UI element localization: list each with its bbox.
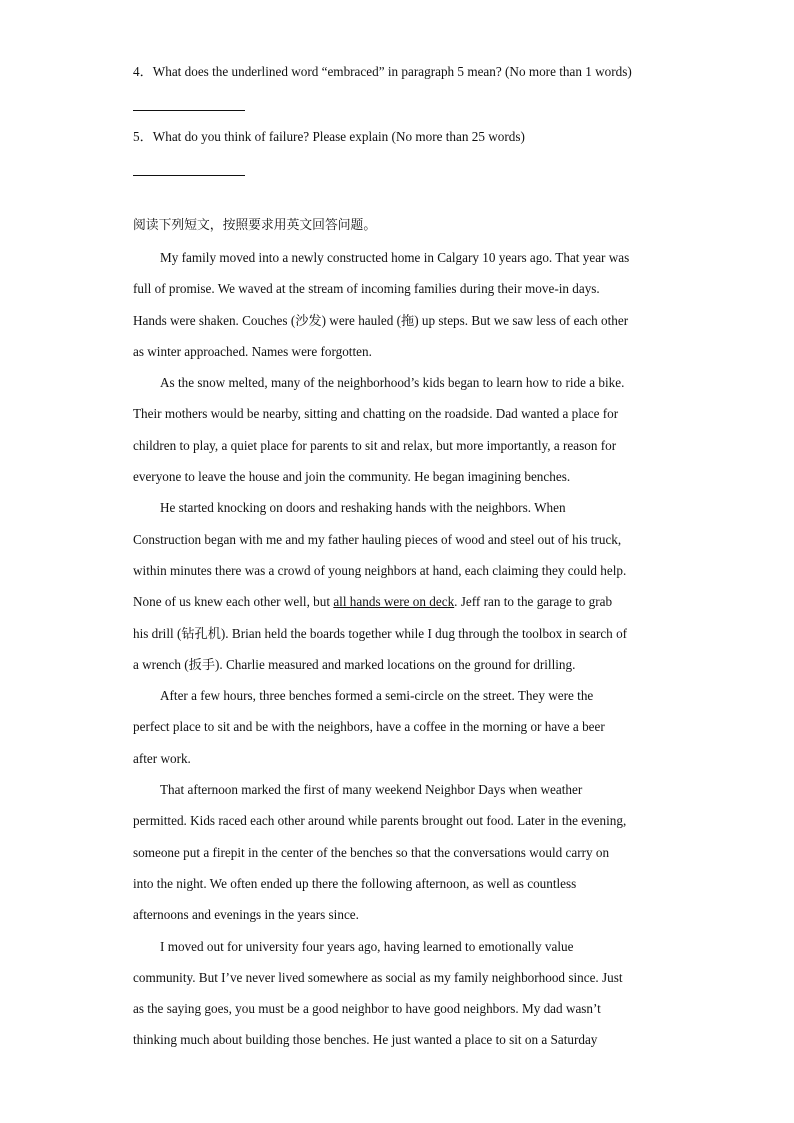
passage-line: his drill (钻孔机). Brian held the boards together while I dug through the toolbox in search of <box>133 625 628 641</box>
passage-line <box>133 586 663 617</box>
passage-line: As the snow melted, many of the neighborhood’s kids began to learn how to ride a bike. <box>160 375 625 391</box>
question-number: 5． <box>133 129 153 144</box>
underlined-phrase: all hands were on deck <box>333 594 455 610</box>
question-number: 4． <box>133 64 153 79</box>
passage-line: I moved out for university four years ago, having learned to emotionally value <box>160 938 574 954</box>
line-text: . Jeff ran to the garage to grab <box>454 594 613 610</box>
passage-line: into the night. We often ended up there the following afternoon, as well as countless <box>133 875 577 891</box>
answer-blank-5 <box>133 175 245 176</box>
passage-line: He started knocking on doors and reshaking hands with the neighbors. When <box>160 500 566 516</box>
question-text: What does the underlined word “embraced” in paragraph 5 mean? (No more than 1 words) <box>152 64 632 79</box>
passage-line: within minutes there was a crowd of young neighbors at hand, each claiming they could help. <box>133 562 627 578</box>
passage-line: Construction began with me and my father hauling pieces of wood and steel out of his truck, <box>133 531 622 547</box>
question-text: What do you think of failure? Please explain (No more than 25 words) <box>152 129 525 144</box>
passage-line: someone put a firepit in the center of the benches so that the conversations would carry on <box>133 844 610 860</box>
passage <box>133 242 663 1056</box>
passage-line: afternoons and evenings in the years since. <box>133 907 359 923</box>
passage-line: Hands were shaken. Couches (沙发) were hauled (拖) up steps. But we saw less of each other <box>133 312 629 328</box>
passage-line: perfect place to sit and be with the neighbors, have a coffee in the morning or have a beer <box>133 719 605 735</box>
question-5 <box>133 127 663 147</box>
passage-line: after work. <box>133 750 191 766</box>
passage-line: Their mothers would be nearby, sitting and chatting on the roadside. Dad wanted a place for <box>133 406 619 422</box>
passage-line: as the saying goes, you must be a good neighbor to have good neighbors. My dad wasn’t <box>133 1001 601 1017</box>
passage-line: full of promise. We waved at the stream of incoming families during their move-in days. <box>133 281 600 297</box>
passage-line: After a few hours, three benches formed a semi-circle on the street. They were the <box>160 688 594 704</box>
passage-line: thinking much about building those benches. He just wanted a place to sit on a Saturday <box>133 1032 598 1048</box>
question-4 <box>133 62 663 82</box>
passage-line: as winter approached. Names were forgotten. <box>133 343 372 359</box>
passage-line: children to play, a quiet place for parents to sit and relax, but more importantly, a reason for <box>133 437 617 453</box>
passage-line: a wrench (扳手). Charlie measured and marked locations on the ground for drilling. <box>133 656 576 672</box>
line-text: None of us knew each other well, but <box>133 594 334 610</box>
passage-line: permitted. Kids raced each other around while parents brought out food. Later in the evening, <box>133 813 627 829</box>
answer-blank-4 <box>133 110 245 111</box>
passage-line: everyone to leave the house and join the community. He began imagining benches. <box>133 469 571 485</box>
passage-line: community. But I’ve never lived somewhere as social as my family neighborhood since. Just <box>133 969 623 985</box>
reading-instruction: 阅读下列短文，按照要求用英文回答问题。 <box>133 218 377 233</box>
passage-line: My family moved into a newly constructed home in Calgary 10 years ago. That year was <box>160 250 630 265</box>
passage-line: That afternoon marked the first of many weekend Neighbor Days when weather <box>160 782 583 798</box>
document-page <box>133 62 663 1056</box>
